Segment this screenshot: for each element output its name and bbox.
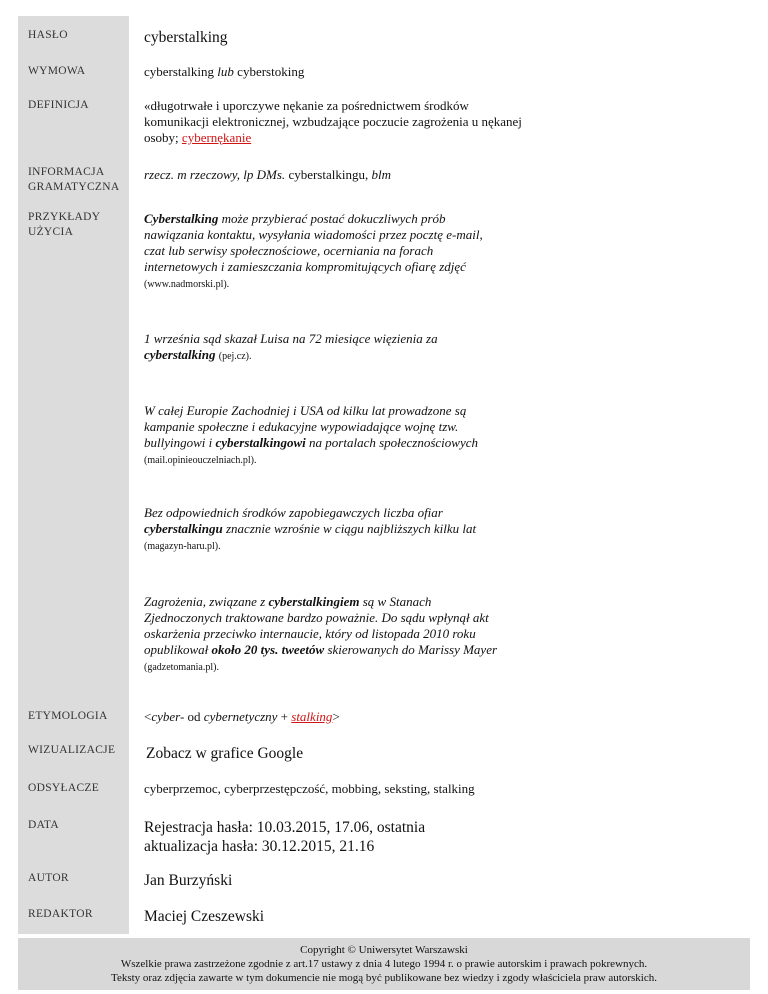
example-5-bold2: około 20 tys. tweetów — [211, 642, 325, 657]
label-wymowa: WYMOWA — [28, 65, 86, 77]
google-images-link[interactable]: Zobacz w grafice Google — [146, 745, 304, 762]
label-autor: AUTOR — [28, 872, 69, 884]
etymology-cybernetyczny: cybernetyczny — [203, 709, 278, 724]
example-2-bold: cyberstalking — [144, 347, 216, 362]
etymology-link[interactable]: stalking — [291, 709, 333, 724]
label-data: DATA — [28, 819, 59, 831]
definition — [144, 98, 524, 146]
example-5-source: (gadzetomania.pl). — [144, 662, 219, 673]
label-definicja: DEFINICJA — [28, 99, 89, 111]
label-etymologia: ETYMOLOGIA — [28, 710, 108, 722]
pronunciation — [144, 64, 524, 80]
label-haslo: HASŁO — [28, 29, 68, 41]
etymology-close: > — [332, 709, 340, 724]
footer-line-2: Wszelkie prawa zastrzeżone zgodnie z art.17 ustawy z dnia 4 lutego 1994 r. o prawie autorskim i prawach pokrewnych. — [120, 958, 648, 970]
example-4-post: znacznie wzrośnie w ciągu najbliższych kilku lat — [222, 521, 477, 536]
grammar-italic-b: blm — [371, 167, 391, 182]
example-3-source: (mail.opinieouczelniach.pl). — [144, 455, 257, 466]
example-4-pre: Bez odpowiednich środków zapobiegawczych liczba ofiar — [144, 505, 443, 520]
grammar-italic-a: rzecz. m rzeczowy, lp DMs. — [144, 167, 286, 182]
grammar-plain: cyberstalkingu, — [285, 167, 372, 182]
example-2-source: (pej.cz). — [218, 351, 252, 362]
cross-references: cyberprzemoc, cyberprzestępczość, mobbing, seksting, stalking — [144, 781, 475, 796]
example-3 — [144, 403, 516, 469]
footer-line-3: Teksty oraz zdjęcia zawarte w tym dokumencie nie mogą być publikowane bez wiedzy i zgody właściciela praw autorskich. — [111, 972, 657, 984]
example-4 — [144, 505, 484, 555]
pronunciation-or: lub — [217, 64, 234, 79]
example-4-bold: cyberstalkingu — [144, 521, 223, 536]
example-5-bold: cyberstalkingiem — [268, 594, 360, 609]
etymology — [144, 709, 524, 725]
example-3-pre: W całej Europie Zachodniej i USA od kilku lat prowadzone są kampanie społeczne i edukacyjne wypowiadające wojnę tzw. bullyingowi i — [144, 403, 467, 450]
label-wizualizacje: WIZUALIZACJE — [28, 744, 116, 756]
label-odsylacze: ODSYŁACZE — [28, 782, 100, 794]
entry-headword: cyberstalking — [144, 29, 228, 46]
example-4-source: (magazyn-haru.pl). — [144, 541, 221, 552]
label-przyklady: PRZYKŁADY UŻYCIA — [28, 211, 100, 238]
etymology-od: od — [184, 709, 204, 724]
grammar-info — [144, 167, 524, 183]
example-5-pre: Zagrożenia, związane z — [144, 594, 269, 609]
footer-line-1: Copyright © Uniwersytet Warszawski — [300, 944, 468, 956]
example-5 — [144, 594, 499, 676]
label-redaktor: REDAKTOR — [28, 908, 93, 920]
pronunciation-b: cyberstoking — [233, 64, 305, 79]
example-2 — [144, 331, 444, 365]
label-column — [18, 16, 129, 934]
example-1 — [144, 211, 494, 293]
example-1-lead: Cyberstalking — [144, 211, 219, 226]
example-3-bold: cyberstalkingowi — [215, 435, 306, 450]
copyright-footer — [18, 938, 750, 990]
pronunciation-a: cyberstalking — [144, 64, 218, 79]
author: Jan Burzyński — [144, 872, 233, 889]
example-1-text: może przybierać postać dokuczliwych prób nawiązania kontaktu, wysyłania wiadomości przez pocztę e-mail, czat lub serwisy społecznościowe, ocerniania na forach internetowych i zamieszczania kompromitujących ofiarę zdjęć — [144, 211, 483, 274]
example-3-post: na portalach społecznościowych — [305, 435, 479, 450]
example-2-pre: 1 września sąd skazał Luisa na 72 miesiące więzienia za — [144, 331, 438, 346]
etymology-open: < — [144, 709, 152, 724]
registration-date: Rejestracja hasła: 10.03.2015, 17.06, ostatnia aktualizacja hasła: 30.12.2015, 21.16 — [144, 819, 426, 855]
example-5-post2: skierowanych do Marissy Mayer — [324, 642, 498, 657]
label-informacja: INFORMACJA GRAMATYCZNA — [28, 166, 120, 193]
etymology-cyber: cyber- — [151, 709, 185, 724]
example-5-post: są w Stanach Zjednoczonych traktowane bardzo poważnie. Do sądu wpłynął akt oskarżenia przeciwko internaucie, który od listopada 2010 roku opublikował — [144, 594, 489, 657]
editor: Maciej Czeszewski — [144, 908, 265, 925]
definition-link[interactable]: cybernękanie — [181, 130, 252, 145]
definition-text: «długotrwałe i uporczywe nękanie za pośrednictwem środków komunikacji elektronicznej, wzbudzające poczucie zagrożenia u nękanej osoby; — [144, 98, 522, 145]
etymology-plus: + — [277, 709, 292, 724]
example-1-source: (www.nadmorski.pl). — [144, 279, 230, 290]
